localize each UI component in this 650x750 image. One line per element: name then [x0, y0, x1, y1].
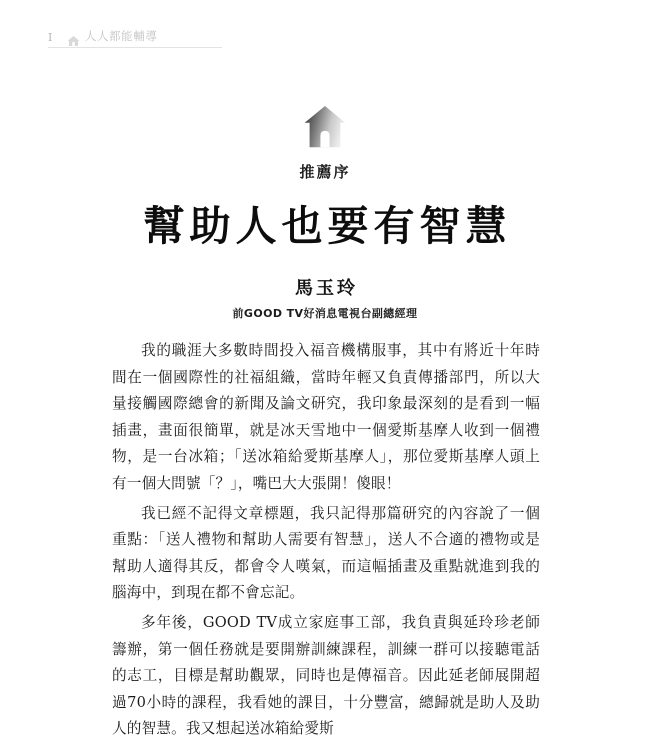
- author-role: 前GOOD TV好消息電視台副總經理: [232, 306, 418, 320]
- house-crest-icon: [304, 105, 346, 149]
- running-head: [48, 26, 224, 48]
- home-icon: [67, 32, 80, 44]
- page-folio: I: [48, 30, 53, 44]
- page-title: 幫助人也要有智慧: [143, 202, 512, 250]
- body-paragraph: 多年後，GOOD TV成立家庭事工部，我負責與延玲珍老師籌辦，第一個任務就是要開辦訓練課程，訓練一群可以接聽電話的志工，目標是幫助觀眾，同時也是傳福音。因此延老師展開超過70小時的課程，我看她的課目，十分豐富，總歸就是助人及助人的智慧。我又想起送冰箱給愛斯: [112, 613, 540, 738]
- body-paragraph: 我的職涯大多數時間投入福音機構服事，其中有將近十年時間在一個國際性的社福組織，當時年輕又負責傳播部門，所以大量接觸國際總會的新聞及論文研究，我印象最深刻的是看到一幅插畫，畫面很簡單，就是冰天雪地中一個愛斯基摩人收到一個禮物，是一台冰箱；「送冰箱給愛斯基摩人」，那位愛斯基摩人頭上有一個大問號「？」，嘴巴大大張開！傻眼！: [112, 342, 540, 492]
- body-copy: [112, 338, 540, 746]
- author-name: 馬玉玲: [295, 278, 358, 299]
- running-head-rule: [48, 47, 222, 48]
- body-paragraph: 我已經不記得文章標題，我只記得那篇研究的內容說了一個重點：「送人禮物和幫助人需要有智慧」，送人不合適的禮物或是幫助人適得其反，都會令人嘆氣，而這幅插畫及重點就進到我的腦海中，到現在都不會忘記。: [112, 504, 540, 602]
- running-head-book-title: 人人都能輔導: [84, 29, 158, 44]
- chapter-title-block: [0, 105, 650, 252]
- chapter-kicker: 推薦序: [299, 163, 351, 181]
- byline: [0, 278, 650, 320]
